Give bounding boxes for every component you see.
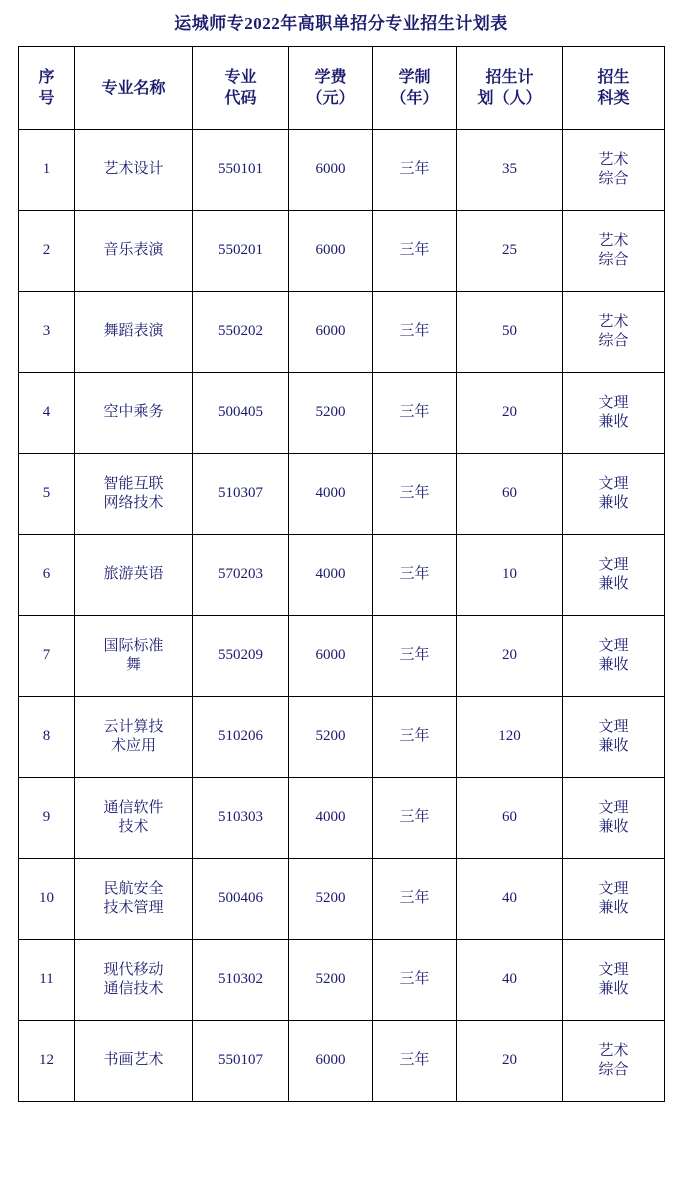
cell-tuition: 6000 — [289, 616, 373, 697]
cell-category-line1: 艺术 — [598, 232, 629, 249]
cell-quota: 20 — [457, 616, 563, 697]
cell-category — [563, 778, 665, 859]
cell-category-line2: 综合 — [598, 171, 629, 188]
cell-quota: 50 — [457, 292, 563, 373]
cell-seq: 6 — [19, 535, 75, 616]
cell-tuition: 5200 — [289, 373, 373, 454]
cell-major-name-line2: 技术 — [118, 819, 149, 836]
table-row — [19, 292, 665, 373]
table-header — [19, 47, 665, 130]
table-row — [19, 940, 665, 1021]
table-row — [19, 859, 665, 940]
cell-category-line1: 文理 — [598, 394, 629, 411]
cell-quota: 20 — [457, 373, 563, 454]
column-header-seq-line1: 序 — [38, 69, 55, 87]
cell-major-name — [75, 454, 193, 535]
column-header-seq — [19, 47, 75, 130]
cell-category — [563, 211, 665, 292]
column-header-quota — [457, 47, 563, 130]
cell-duration: 三年 — [373, 373, 457, 454]
cell-quota: 60 — [457, 454, 563, 535]
cell-category-line1: 艺术 — [598, 151, 629, 168]
table-row — [19, 1021, 665, 1102]
cell-major-name-line1: 书画艺术 — [103, 1052, 164, 1069]
cell-category — [563, 616, 665, 697]
cell-tuition: 6000 — [289, 1021, 373, 1102]
cell-duration: 三年 — [373, 697, 457, 778]
cell-major-name — [75, 211, 193, 292]
cell-category-line2: 兼收 — [598, 738, 629, 755]
table-row — [19, 373, 665, 454]
cell-duration: 三年 — [373, 292, 457, 373]
table-header-row — [19, 47, 665, 130]
cell-tuition: 6000 — [289, 292, 373, 373]
column-header-major-name — [75, 47, 193, 130]
cell-major-code: 550101 — [193, 130, 289, 211]
column-header-duration — [373, 47, 457, 130]
table-row — [19, 130, 665, 211]
cell-major-code: 550209 — [193, 616, 289, 697]
cell-duration: 三年 — [373, 211, 457, 292]
table-row — [19, 697, 665, 778]
cell-category-line1: 文理 — [598, 556, 629, 573]
cell-tuition: 4000 — [289, 535, 373, 616]
cell-major-name-line1: 智能互联 — [103, 475, 164, 492]
cell-category-line1: 文理 — [598, 637, 629, 654]
cell-duration: 三年 — [373, 778, 457, 859]
cell-quota: 20 — [457, 1021, 563, 1102]
cell-major-name — [75, 292, 193, 373]
column-header-duration-line1: 学制 — [398, 69, 431, 87]
cell-major-name-line1: 云计算技 — [103, 718, 164, 735]
column-header-quota-line2: 划（人） — [477, 90, 542, 108]
cell-quota: 120 — [457, 697, 563, 778]
cell-major-code: 550202 — [193, 292, 289, 373]
cell-major-code: 550201 — [193, 211, 289, 292]
cell-major-code: 500405 — [193, 373, 289, 454]
cell-major-name-line2: 网络技术 — [103, 495, 164, 512]
cell-major-name-line1: 通信软件 — [103, 799, 164, 816]
cell-major-name — [75, 535, 193, 616]
cell-major-name-line1: 空中乘务 — [103, 404, 164, 421]
cell-major-code: 510206 — [193, 697, 289, 778]
column-header-quota-line1: 招生计 — [485, 69, 534, 87]
cell-seq: 12 — [19, 1021, 75, 1102]
cell-seq: 2 — [19, 211, 75, 292]
cell-tuition: 6000 — [289, 130, 373, 211]
cell-major-name-line1: 现代移动 — [103, 961, 164, 978]
cell-tuition: 6000 — [289, 211, 373, 292]
cell-quota: 35 — [457, 130, 563, 211]
cell-major-code: 510302 — [193, 940, 289, 1021]
table-row — [19, 211, 665, 292]
cell-category-line1: 艺术 — [598, 313, 629, 330]
column-header-category — [563, 47, 665, 130]
cell-major-name — [75, 940, 193, 1021]
table-body — [19, 130, 665, 1102]
cell-major-name — [75, 697, 193, 778]
cell-category-line1: 文理 — [598, 718, 629, 735]
cell-tuition: 4000 — [289, 454, 373, 535]
cell-major-name-line1: 艺术设计 — [103, 161, 164, 178]
cell-major-name — [75, 778, 193, 859]
cell-category — [563, 130, 665, 211]
cell-seq: 5 — [19, 454, 75, 535]
cell-category-line2: 兼收 — [598, 576, 629, 593]
cell-quota: 40 — [457, 940, 563, 1021]
cell-duration: 三年 — [373, 940, 457, 1021]
column-header-tuition-line2: （元） — [306, 90, 355, 108]
cell-seq: 4 — [19, 373, 75, 454]
cell-seq: 8 — [19, 697, 75, 778]
column-header-tuition — [289, 47, 373, 130]
column-header-seq-line2: 号 — [38, 90, 55, 108]
cell-quota: 25 — [457, 211, 563, 292]
cell-category-line2: 综合 — [598, 1062, 629, 1079]
cell-category — [563, 454, 665, 535]
column-header-tuition-line1: 学费 — [314, 69, 347, 87]
column-header-major-name-line1: 专业名称 — [101, 79, 166, 97]
cell-category-line2: 兼收 — [598, 981, 629, 998]
column-header-major-code-line1: 专业 — [224, 69, 257, 87]
cell-seq: 10 — [19, 859, 75, 940]
cell-seq: 9 — [19, 778, 75, 859]
cell-category-line1: 文理 — [598, 961, 629, 978]
column-header-major-code — [193, 47, 289, 130]
table-row — [19, 778, 665, 859]
table-row — [19, 454, 665, 535]
cell-category-line2: 兼收 — [598, 495, 629, 512]
cell-category-line2: 兼收 — [598, 657, 629, 674]
cell-category-line1: 文理 — [598, 475, 629, 492]
cell-category-line2: 兼收 — [598, 819, 629, 836]
enrollment-plan-table — [18, 46, 665, 1102]
cell-major-name-line2: 术应用 — [110, 738, 156, 755]
cell-major-name-line2: 舞 — [125, 657, 141, 674]
cell-seq: 11 — [19, 940, 75, 1021]
cell-category — [563, 859, 665, 940]
cell-duration: 三年 — [373, 616, 457, 697]
cell-seq: 3 — [19, 292, 75, 373]
cell-major-name-line2: 技术管理 — [103, 900, 164, 917]
column-header-category-line1: 招生 — [597, 69, 630, 87]
cell-category — [563, 1021, 665, 1102]
cell-major-name — [75, 373, 193, 454]
cell-major-name — [75, 616, 193, 697]
cell-major-name-line1: 旅游英语 — [103, 566, 164, 583]
cell-category-line1: 文理 — [598, 880, 629, 897]
cell-major-name-line1: 舞蹈表演 — [103, 323, 164, 340]
cell-category — [563, 535, 665, 616]
cell-duration: 三年 — [373, 535, 457, 616]
cell-category-line1: 艺术 — [598, 1042, 629, 1059]
page-title: 运城师专2022年高职单招分专业招生计划表 — [174, 14, 508, 33]
cell-major-name-line1: 国际标准 — [103, 637, 164, 654]
cell-major-code: 500406 — [193, 859, 289, 940]
cell-duration: 三年 — [373, 130, 457, 211]
cell-category-line2: 兼收 — [598, 414, 629, 431]
cell-major-name — [75, 859, 193, 940]
cell-category-line2: 兼收 — [598, 900, 629, 917]
cell-category — [563, 373, 665, 454]
cell-major-name — [75, 130, 193, 211]
cell-category — [563, 697, 665, 778]
table-row — [19, 616, 665, 697]
cell-major-code: 570203 — [193, 535, 289, 616]
column-header-duration-line2: （年） — [390, 90, 439, 108]
cell-major-name-line1: 民航安全 — [103, 880, 164, 897]
cell-category — [563, 292, 665, 373]
cell-category-line1: 文理 — [598, 799, 629, 816]
cell-category-line2: 综合 — [598, 252, 629, 269]
cell-duration: 三年 — [373, 1021, 457, 1102]
cell-tuition: 5200 — [289, 859, 373, 940]
cell-quota: 60 — [457, 778, 563, 859]
cell-tuition: 5200 — [289, 940, 373, 1021]
cell-duration: 三年 — [373, 454, 457, 535]
cell-major-code: 550107 — [193, 1021, 289, 1102]
column-header-category-line2: 科类 — [597, 90, 630, 108]
table-row — [19, 535, 665, 616]
cell-major-code: 510307 — [193, 454, 289, 535]
cell-tuition: 4000 — [289, 778, 373, 859]
cell-major-name-line1: 音乐表演 — [103, 242, 164, 259]
cell-duration: 三年 — [373, 859, 457, 940]
cell-major-name-line2: 通信技术 — [103, 981, 164, 998]
cell-major-code: 510303 — [193, 778, 289, 859]
cell-quota: 10 — [457, 535, 563, 616]
cell-major-name — [75, 1021, 193, 1102]
cell-tuition: 5200 — [289, 697, 373, 778]
cell-category-line2: 综合 — [598, 333, 629, 350]
column-header-major-code-line2: 代码 — [224, 90, 257, 108]
cell-seq: 7 — [19, 616, 75, 697]
cell-quota: 40 — [457, 859, 563, 940]
cell-category — [563, 940, 665, 1021]
cell-seq: 1 — [19, 130, 75, 211]
